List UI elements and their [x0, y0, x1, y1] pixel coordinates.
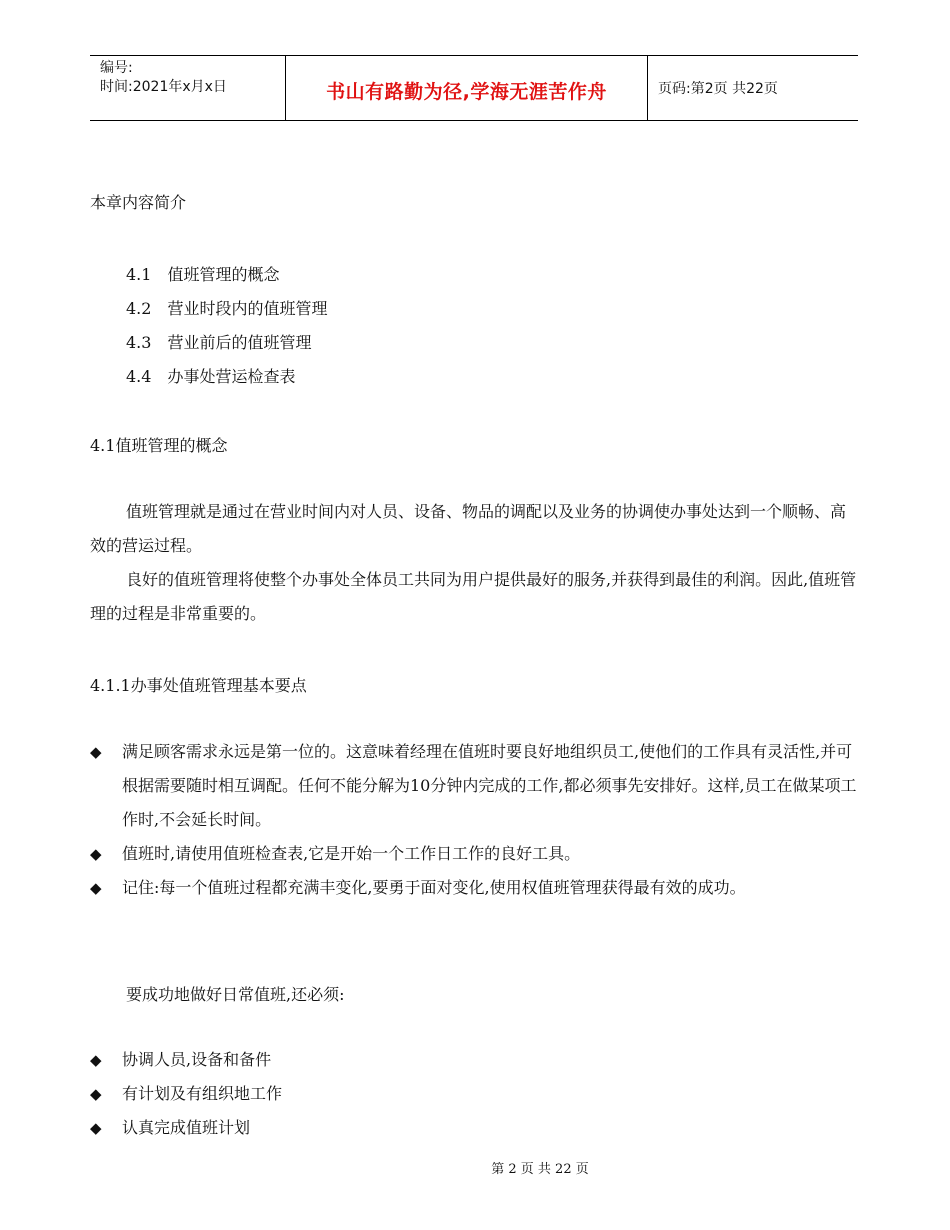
header-meta	[90, 56, 286, 120]
bullet-item	[90, 1043, 860, 1077]
bullet-item	[90, 871, 860, 905]
header-motto: 书山有路勤为径,学海无涯苦作舟	[286, 56, 648, 120]
section-title: 4.1值班管理的概念	[90, 436, 228, 455]
must-intro: 要成功地做好日常值班,还必须:	[126, 985, 345, 1004]
bullet-item	[90, 1111, 860, 1145]
paragraph: 良好的值班管理将使整个办事处全体员工共同为用户提供最好的服务,并获得到最佳的利润。因此,值班管理的过程是非常重要的。	[90, 570, 857, 623]
bullet-text: 认真完成值班计划	[122, 1118, 251, 1137]
header-page-info: 页码:第2页 共22页	[658, 81, 778, 97]
diamond-bullet-icon: ◆	[90, 1119, 102, 1137]
intro-title: 本章内容简介	[90, 193, 187, 212]
diamond-bullet-icon: ◆	[90, 743, 102, 761]
toc-item: 4.4 办事处营运检查表	[126, 367, 296, 386]
header-time-label: 时间:2021年x月x日	[100, 79, 227, 95]
diamond-bullet-icon: ◆	[90, 879, 102, 897]
subsection-title: 4.1.1办事处值班管理基本要点	[90, 676, 307, 695]
bullet-text: 协调人员,设备和备件	[122, 1050, 272, 1069]
page-header	[90, 55, 858, 121]
toc-item: 4.3 营业前后的值班管理	[126, 333, 312, 352]
diamond-bullet-icon: ◆	[90, 845, 102, 863]
paragraph: 值班管理就是通过在营业时间内对人员、设备、物品的调配以及业务的协调使办事处达到一个顺畅、高效的营运过程。	[90, 502, 847, 555]
toc-item: 4.2 营业时段内的值班管理	[126, 299, 328, 318]
bullet-text: 满足顾客需求永远是第一位的。这意味着经理在值班时要良好地组织员工,使他们的工作具有灵活性,并可根据需要随时相互调配。任何不能分解为10分钟内完成的工作,都必须事先安排好。这样,员工在做某项工作时,不会延长时间。	[122, 742, 857, 829]
diamond-bullet-icon: ◆	[90, 1051, 102, 1069]
diamond-bullet-icon: ◆	[90, 1085, 102, 1103]
bullet-item	[90, 1077, 860, 1111]
toc-item: 4.1 值班管理的概念	[126, 265, 280, 284]
bullet-text: 记住:每一个值班过程都充满丰变化,要勇于面对变化,使用权值班管理获得最有效的成功。	[122, 878, 746, 897]
bullet-text: 值班时,请使用值班检查表,它是开始一个工作日工作的良好工具。	[122, 844, 581, 863]
page-footer: 第 2 页 共 22 页	[491, 1162, 589, 1177]
header-number-label: 编号:	[100, 60, 133, 76]
bullet-item	[90, 837, 860, 871]
bullet-item	[90, 735, 860, 837]
bullet-text: 有计划及有组织地工作	[122, 1084, 283, 1103]
